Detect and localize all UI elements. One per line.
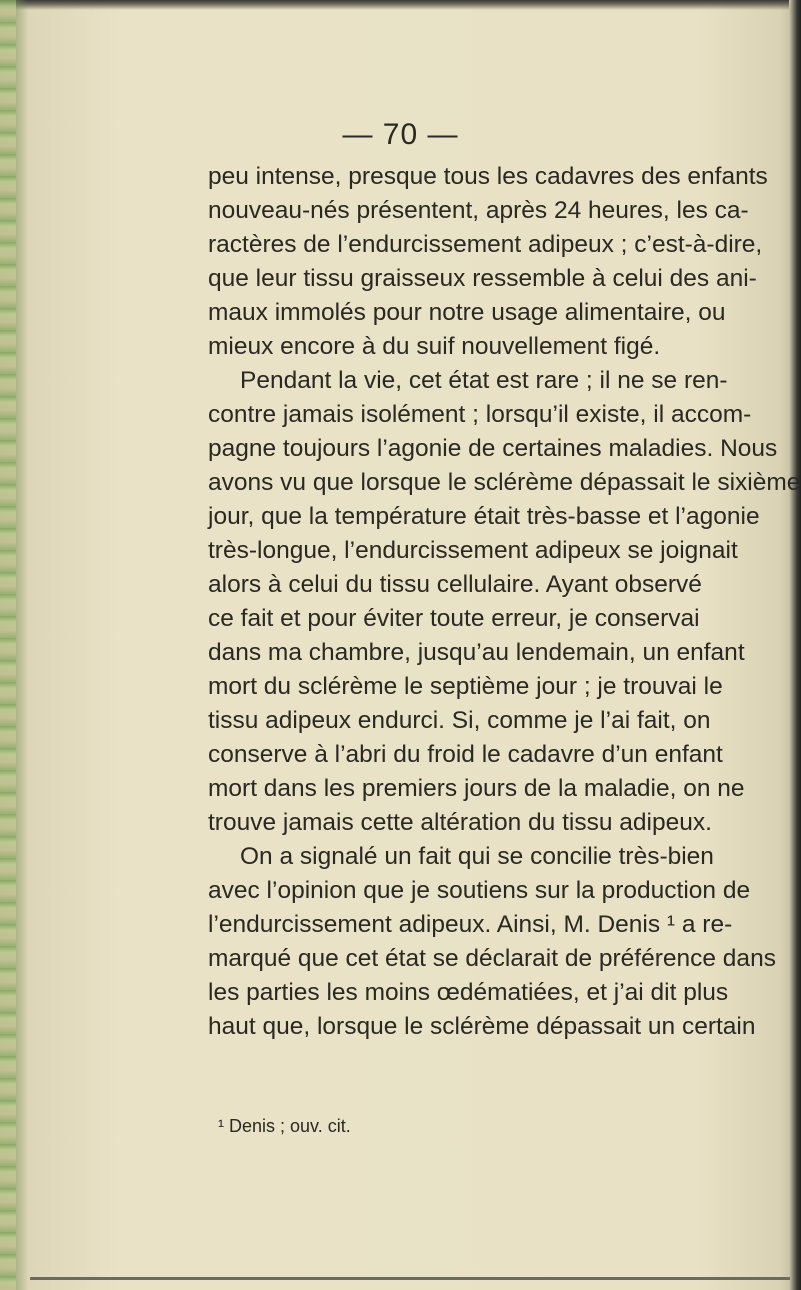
text-line: les parties les moins œdématiées, et j’ai dit plus (208, 979, 729, 1006)
text-line: jour, que la température était très-basse et l’agonie (208, 503, 760, 530)
text-line: On a signalé un fait qui se concilie très-bien (240, 843, 714, 870)
text-line: dans ma chambre, jusqu’au lendemain, un enfant (208, 639, 745, 666)
page-top-edge (0, 0, 801, 10)
text-line: tissu adipeux endurci. Si, comme je l’ai fait, on (208, 707, 711, 734)
binding-shadow (16, 0, 28, 1290)
text-line: Pendant la vie, cet état est rare ; il ne se ren- (240, 367, 728, 394)
text-line: conserve à l’abri du froid le cadavre d’un enfant (208, 741, 723, 768)
binding-edge (0, 0, 16, 1290)
text-line: maux immolés pour notre usage alimentaire, ou (208, 299, 726, 326)
text-line: ce fait et pour éviter toute erreur, je conservai (208, 605, 700, 632)
text-line: avons vu que lorsque le sclérème dépassait le sixième (208, 469, 801, 496)
text-line: mort du sclérème le septième jour ; je trouvai le (208, 673, 723, 700)
text-line: trouve jamais cette altération du tissu adipeux. (208, 809, 712, 836)
text-line: très-longue, l’endurcissement adipeux se joignait (208, 537, 738, 564)
text-line: l’endurcissement adipeux. Ainsi, M. Denis ¹ a re- (208, 911, 733, 938)
text-line: que leur tissu graisseux ressemble à celui des ani- (208, 265, 757, 292)
page-right-edge (789, 0, 801, 1290)
page-number: — 70 — (342, 118, 459, 151)
text-line: contre jamais isolément ; lorsqu’il existe, il accom- (208, 401, 752, 428)
text-line: marqué que cet état se déclarait de préférence dans (208, 945, 776, 972)
text-line: mort dans les premiers jours de la maladie, on ne (208, 775, 745, 802)
text-line: alors à celui du tissu cellulaire. Ayant observé (208, 571, 702, 598)
text-line: haut que, lorsque le sclérème dépassait un certain (208, 1013, 756, 1040)
text-line: peu intense, presque tous les cadavres des enfants (208, 163, 768, 190)
text-line: nouveau-nés présentent, après 24 heures, les ca- (208, 197, 749, 224)
text-line: ractères de l’endurcissement adipeux ; c’est-à-dire, (208, 231, 763, 258)
text-line: pagne toujours l’agonie de certaines maladies. Nous (208, 435, 778, 462)
text-line: avec l’opinion que je soutiens sur la production de (208, 877, 751, 904)
footnote: ¹ Denis ; ouv. cit. (218, 1116, 351, 1136)
text-line: mieux encore à du suif nouvellement figé. (208, 333, 661, 360)
bottom-edge (30, 1277, 790, 1280)
